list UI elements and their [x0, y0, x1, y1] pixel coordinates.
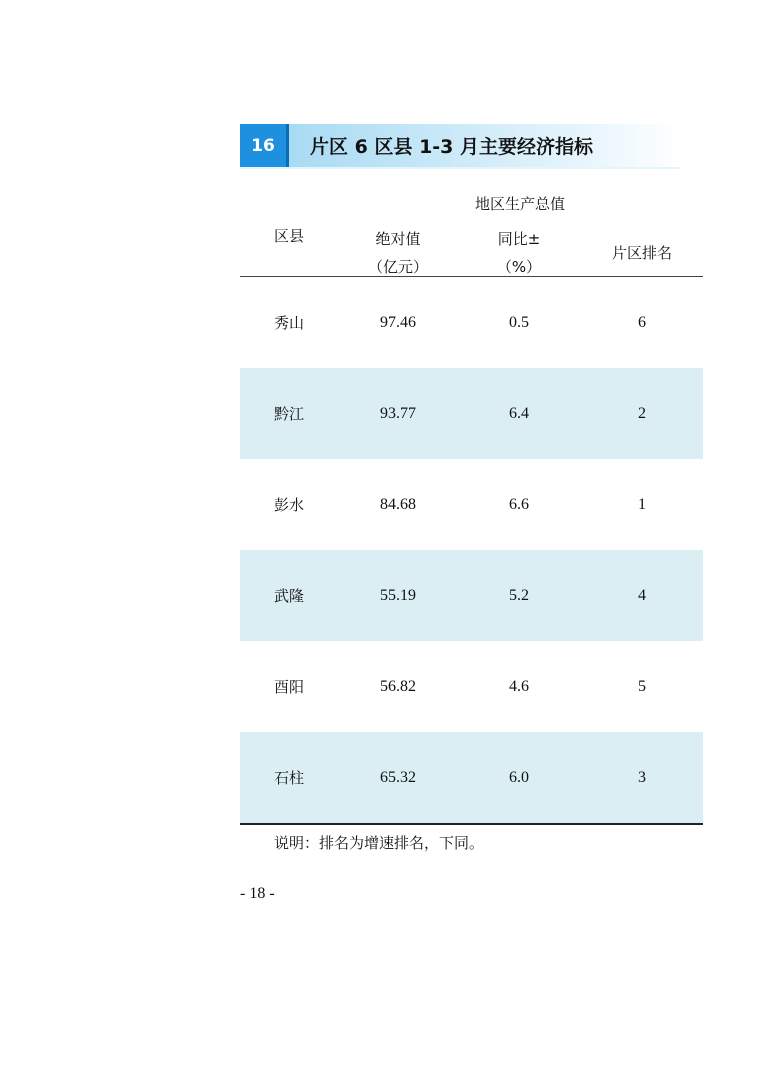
table-bottom-rule: [240, 823, 703, 825]
cell-county: 秀山: [273, 314, 305, 332]
cell-yoy: 0.5: [509, 313, 529, 331]
table-row: [240, 732, 703, 823]
cell-rank: 3: [638, 768, 646, 786]
cell-county: 黔江: [273, 405, 305, 423]
header-rank: 片区排名: [611, 244, 673, 262]
table-row: [240, 277, 703, 368]
cell-value: 56.82: [380, 677, 416, 695]
cell-county: 彭水: [273, 496, 305, 514]
cell-rank: 4: [638, 586, 646, 604]
cell-rank: 2: [638, 404, 646, 422]
table-row: [240, 641, 703, 732]
cell-rank: 1: [638, 495, 646, 513]
header-yoy-unit: （%）: [496, 258, 542, 276]
table-note: 说明：排名为增速排名，下同。: [274, 834, 485, 852]
cell-county: 石柱: [273, 769, 305, 787]
cell-yoy: 6.6: [509, 495, 529, 513]
cell-county: 酉阳: [273, 678, 305, 696]
header-yoy: 同比±: [497, 230, 541, 248]
cell-yoy: 6.4: [509, 404, 529, 422]
header-absolute-unit: （亿元）: [367, 258, 429, 276]
cell-value: 55.19: [380, 586, 416, 604]
table-title: 片区 6 区县 1-3 月主要经济指标: [310, 136, 594, 158]
header-county: 区县: [273, 227, 305, 245]
table-row: [240, 459, 703, 550]
cell-value: 93.77: [380, 404, 416, 422]
table-number: 16: [240, 124, 286, 167]
cell-yoy: 5.2: [509, 586, 529, 604]
table-title-bar: [240, 124, 680, 169]
cell-rank: 6: [638, 313, 646, 331]
table-row: [240, 550, 703, 641]
header-gdp-group: 地区生产总值: [474, 195, 566, 213]
cell-yoy: 6.0: [509, 768, 529, 786]
cell-value: 84.68: [380, 495, 416, 513]
header-absolute: 绝对值: [375, 230, 421, 248]
page-number: - 18 -: [240, 885, 275, 902]
cell-rank: 5: [638, 677, 646, 695]
cell-value: 97.46: [380, 313, 416, 331]
cell-yoy: 4.6: [509, 677, 529, 695]
cell-county: 武隆: [273, 587, 305, 605]
title-number-edge: [286, 124, 289, 167]
table-row: [240, 368, 703, 459]
cell-value: 65.32: [380, 768, 416, 786]
